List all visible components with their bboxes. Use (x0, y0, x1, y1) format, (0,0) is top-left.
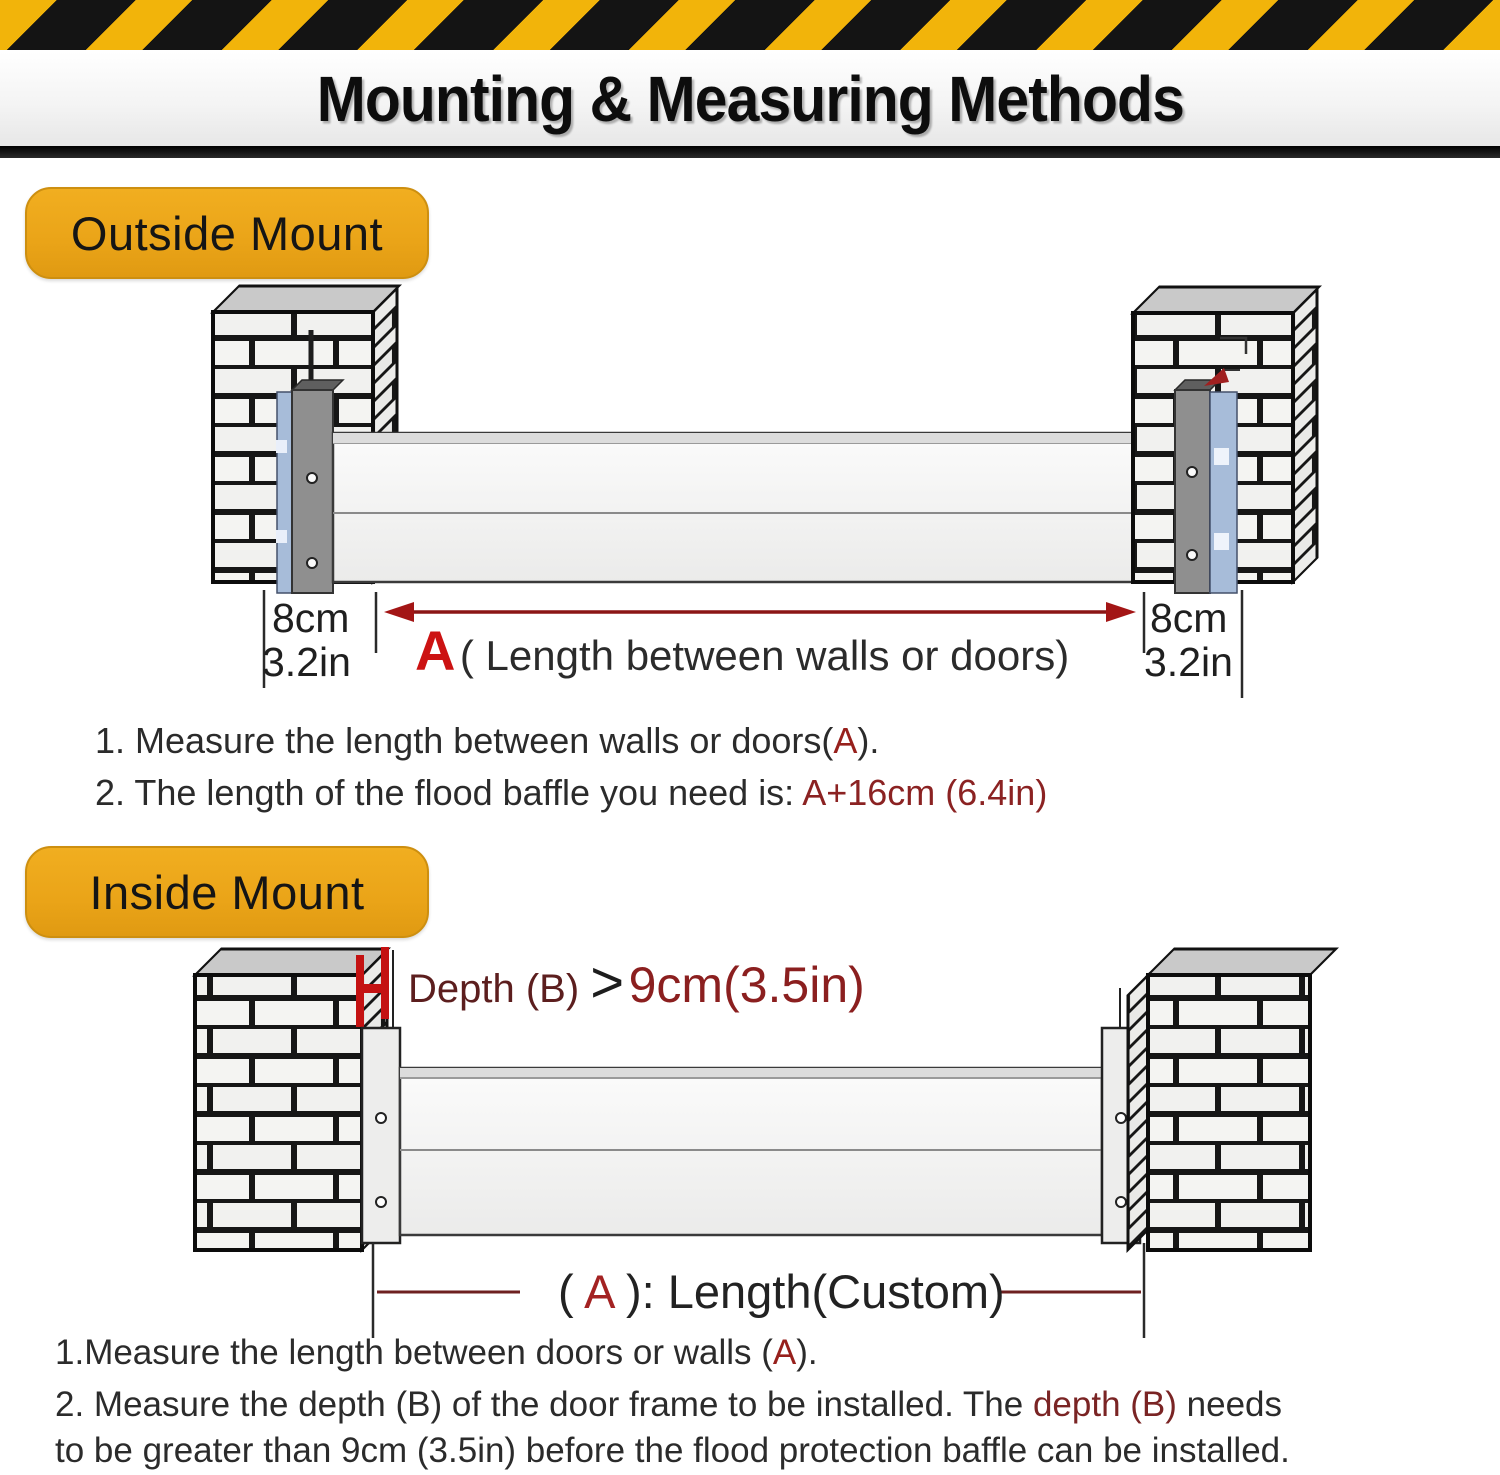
inside-mount-badge-label: Inside Mount (89, 865, 365, 919)
depth-label-gt: > (590, 950, 625, 1015)
span-length-label-text: ( Length between walls or doors) (459, 632, 1070, 679)
outside-right-seal-strip (1210, 392, 1237, 593)
left-offset-in-label: 3.2in (262, 639, 351, 685)
screw-hole (307, 473, 317, 483)
length-label-pre: ( (558, 1265, 574, 1318)
screw-hole (376, 1197, 386, 1207)
depth-label-text: Depth (B) (408, 967, 591, 1011)
outside-mount-badge (25, 187, 429, 279)
step-text: to be greater than 9cm (3.5in) before the flood protection baffle can be installed. (55, 1431, 1290, 1470)
outside-step-1 (95, 716, 1047, 766)
page-title: Mounting & Measuring Methods (316, 63, 1184, 135)
pillar-front-face (195, 975, 362, 1250)
length-label (558, 1265, 1005, 1318)
inside-step-1 (55, 1330, 1290, 1376)
left-offset-cm-label: 8cm (272, 595, 350, 641)
depth-label (408, 950, 865, 1015)
title-band (0, 52, 1500, 146)
inside-mount-diagram (0, 940, 1500, 1350)
inside-step-2-line-1 (55, 1382, 1290, 1428)
length-label-a: A (584, 1265, 613, 1318)
pillar-top-face (213, 286, 399, 312)
pillar-side-face (1128, 975, 1148, 1250)
step-highlight-depth: depth (B) (1032, 1385, 1177, 1424)
seal-clip (1214, 533, 1229, 550)
step-highlight-a: A (772, 1333, 797, 1372)
step-text: ). (796, 1333, 818, 1372)
screw-hole (376, 1113, 386, 1123)
panel-top-face (333, 433, 1175, 443)
step-text: 1.Measure the length between doors or walls ( (55, 1333, 773, 1372)
caution-stripe-banner (0, 0, 1500, 52)
span-dimension-arrow (384, 602, 1136, 622)
depth-label-value: 9cm(3.5in) (628, 957, 865, 1013)
pillar-front-face (1148, 975, 1310, 1250)
arrow-head-left-icon (384, 602, 414, 622)
outside-mount-badge-label: Outside Mount (70, 206, 384, 260)
pillar-side-face (1293, 289, 1317, 582)
arrow-head-right-icon (1106, 602, 1136, 622)
step-formula: A+16cm (6.4in) (802, 772, 1048, 813)
outside-flood-barrier-panel (333, 433, 1175, 582)
panel-top-face (400, 1068, 1102, 1078)
screw-hole (1116, 1197, 1126, 1207)
outside-left-seal-strip (276, 392, 292, 593)
inside-step-2-line-2 (55, 1428, 1290, 1474)
step-text: 2. The length of the flood baffle you need is: (95, 772, 803, 813)
bracket-top-cap (292, 380, 343, 390)
seal-clip (276, 440, 287, 453)
span-length-label (415, 619, 1069, 682)
inside-left-bracket (362, 1028, 400, 1243)
step-highlight-a: A (833, 720, 858, 761)
screw-hole (1187, 467, 1197, 477)
pillar-top-face (1133, 287, 1319, 313)
inside-mount-steps (55, 1330, 1290, 1474)
step-text: 2. Measure the depth (B) of the door frame to be installed. The (55, 1385, 1033, 1424)
step-text: needs (1176, 1385, 1283, 1424)
seal-clip (1214, 448, 1229, 465)
length-label-post: ): Length(Custom) (625, 1265, 1005, 1318)
outside-mount-diagram (0, 280, 1500, 710)
seal-clip (276, 530, 287, 543)
title-divider (0, 146, 1500, 158)
outside-mount-steps (95, 716, 1047, 818)
step-text: 1. Measure the length between walls or doors( (95, 720, 834, 761)
inside-right-pillar (1128, 949, 1336, 1250)
inside-mount-badge (25, 846, 429, 938)
screw-hole (1187, 550, 1197, 560)
screw-hole (307, 558, 317, 568)
screw-hole (1116, 1113, 1126, 1123)
right-offset-cm-label: 8cm (1150, 595, 1228, 641)
span-length-label-a: A (415, 619, 456, 682)
pillar-top-face (1148, 949, 1336, 975)
step-text: ). (857, 720, 880, 761)
right-offset-in-label: 3.2in (1144, 639, 1233, 685)
outside-step-2 (95, 768, 1047, 818)
inside-flood-barrier-panel (400, 1068, 1102, 1235)
